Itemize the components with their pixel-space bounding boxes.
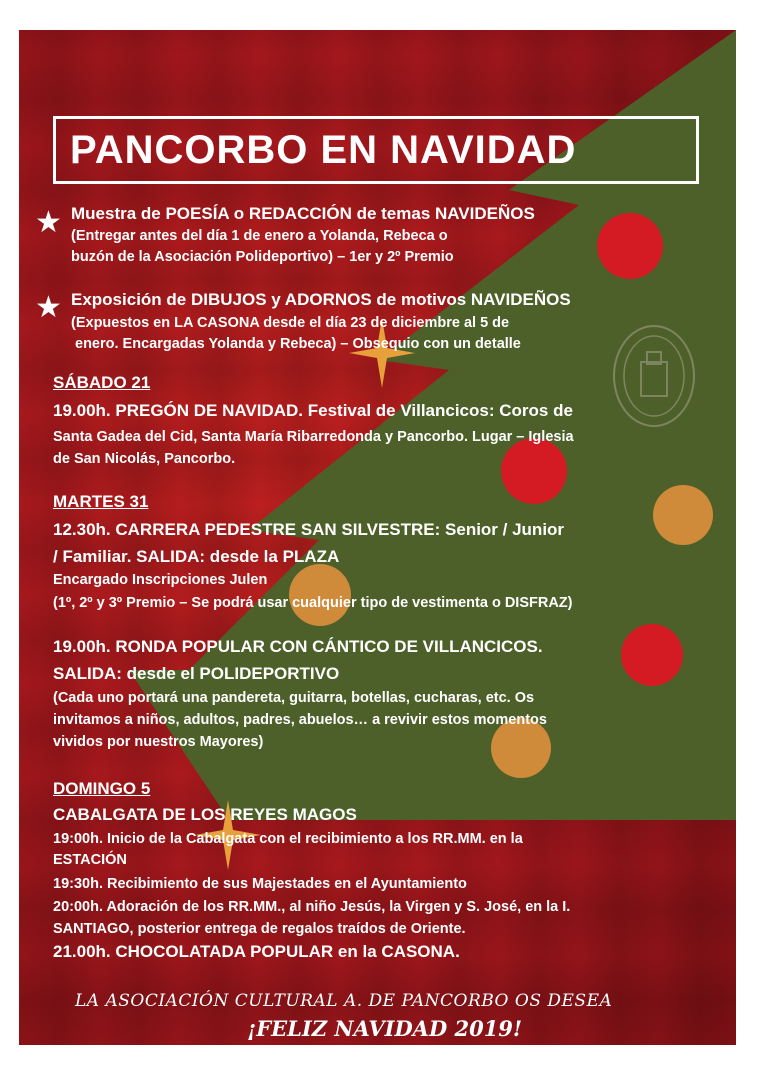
martes-line-4: (1º, 2º y 3º Premio – Se podrá usar cualquier tipo de vestimenta o DISFRAZ)	[53, 595, 573, 611]
sabado-day-heading: SÁBADO 21	[53, 373, 151, 392]
domingo-line-7: 21.00h. CHOCOLATADA POPULAR en la CASONA.	[53, 942, 460, 961]
martes-line-5: 19.00h. RONDA POPULAR CON CÁNTICO DE VILLANCICOS.	[53, 637, 543, 656]
footer-line-1: LA ASOCIACIÓN CULTURAL A. DE PANCORBO OS DESEA	[75, 991, 613, 1011]
footer-line-2: ¡FELIZ NAVIDAD 2019!	[247, 1016, 523, 1041]
domingo-line-2: 19:00h. Inicio de la Cabalgata con el recibimiento a los RR.MM. en la	[53, 831, 523, 847]
association-seal-icon	[609, 322, 699, 430]
title-box	[53, 116, 699, 184]
domingo-line-6: SANTIAGO, posterior entrega de regalos traídos de Oriente.	[53, 921, 466, 937]
ornament-red-2-icon	[501, 438, 567, 504]
ornament-orange-1-icon	[653, 485, 713, 545]
item-2-heading: Exposición de DIBUJOS y ADORNOS de motivos NAVIDEÑOS	[71, 290, 571, 309]
martes-line-2: / Familiar. SALIDA: desde la PLAZA	[53, 547, 340, 566]
sabado-line-3: de San Nicolás, Pancorbo.	[53, 451, 236, 467]
sabado-line-2: Santa Gadea del Cid, Santa María Ribarredonda y Pancorbo. Lugar – Iglesia	[53, 429, 574, 445]
sabado-line-1: 19.00h. PREGÓN DE NAVIDAD. Festival de Villancicos: Coros de	[53, 401, 573, 420]
domingo-day-heading: DOMINGO 5	[53, 779, 151, 798]
martes-line-9: vividos por nuestros Mayores)	[53, 734, 264, 750]
item-1-heading: Muestra de POESÍA o REDACCIÓN de temas NAVIDEÑOS	[71, 204, 535, 223]
item-2-line-1: (Expuestos en LA CASONA desde el día 23 de diciembre al 5 de	[71, 315, 510, 331]
martes-line-6: SALIDA: desde el POLIDEPORTIVO	[53, 664, 340, 683]
domingo-line-1: CABALGATA DE LOS REYES MAGOS	[53, 805, 357, 824]
martes-line-3: Encargado Inscripciones Julen	[53, 572, 268, 588]
poster	[19, 30, 736, 1045]
ornament-red-1-icon	[597, 213, 663, 279]
martes-day-heading: MARTES 31	[53, 492, 149, 511]
domingo-line-4: 19:30h. Recibimiento de sus Majestades en el Ayuntamiento	[53, 876, 467, 892]
martes-line-1: 12.30h. CARRERA PEDESTRE SAN SILVESTRE: Senior / Junior	[53, 520, 565, 539]
item-1-line-1: (Entregar antes del día 1 de enero a Yolanda, Rebeca o	[71, 228, 448, 244]
item-2-line-2: enero. Encargadas Yolanda y Rebeca) – Obsequio con un detalle	[75, 336, 521, 352]
star-bullet-1-icon: ★	[35, 206, 62, 239]
ornament-red-3-icon	[621, 624, 683, 686]
domingo-line-5: 20:00h. Adoración de los RR.MM., al niño Jesús, la Virgen y S. José, en la I.	[53, 899, 571, 915]
martes-line-8: invitamos a niños, adultos, padres, abuelos… a revivir estos momentos	[53, 712, 547, 728]
page-title: PANCORBO EN NAVIDAD	[70, 128, 577, 172]
item-1-line-2: buzón de la Asociación Polideportivo) – 1er y 2º Premio	[71, 249, 454, 265]
martes-line-7: (Cada uno portará una pandereta, guitarra, botellas, cucharas, etc. Os	[53, 690, 535, 706]
domingo-line-3: ESTACIÓN	[53, 852, 127, 868]
star-bullet-2-icon: ★	[35, 291, 62, 324]
